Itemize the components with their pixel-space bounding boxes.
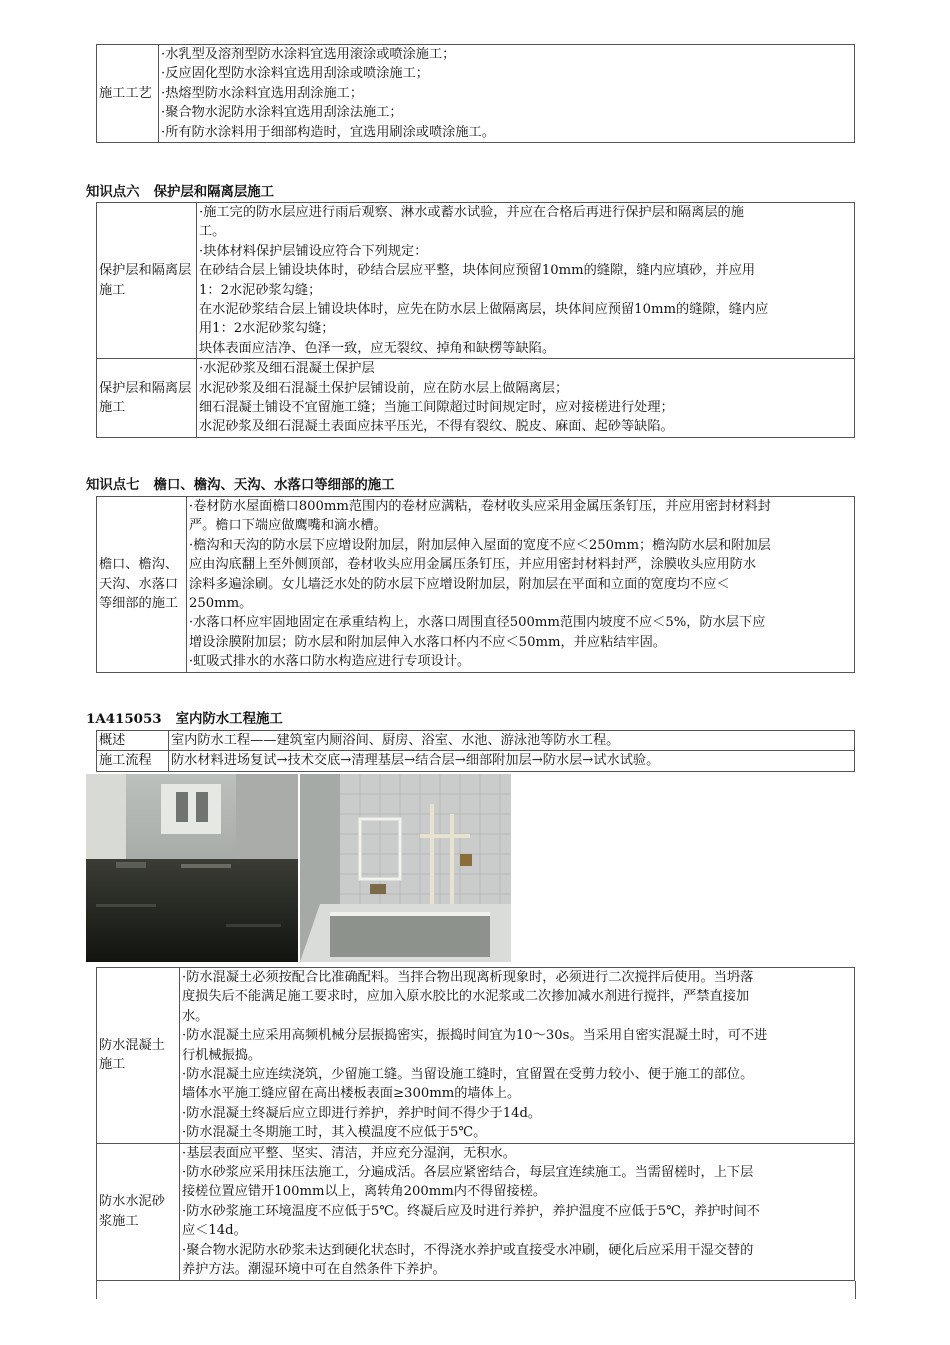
row-content: [197, 203, 855, 359]
text-line: ·所有防水涂料用于细部构造时，宜选用刷涂或喷涂施工。: [161, 124, 495, 140]
row-label: 檐口、檐沟、天沟、水落口等细部的施工: [97, 497, 187, 673]
photo-strip: [86, 774, 511, 962]
text-line: 度损失后不能满足施工要求时，应加入原水胶比的水泥浆或二次掺加减水剂进行搅拌，严禁直接加: [182, 989, 750, 1005]
text-line: ·防水砂浆应采用抹压法施工，分遍成活。各层应紧密结合，每层宜连续施工。当需留槎时，上下层: [182, 1165, 754, 1181]
text-line: 应＜14d。: [182, 1223, 247, 1239]
text-line: 水泥砂浆及细石混凝土表面应抹平压光，不得有裂纹、脱皮、麻面、起砂等缺陷。: [199, 419, 674, 435]
section-code: 知识点六: [86, 184, 140, 200]
text-line: ·水落口杯应牢固地固定在承重结构上，水落口周围直径500mm范围内坡度不应＜5%，防水层下应: [189, 615, 766, 631]
text-line: 用1：2水泥砂浆勾缝；: [199, 321, 335, 337]
text-line: 工。: [199, 224, 226, 240]
section-heading-6: [86, 183, 274, 201]
text-line: ·聚合物水泥防水涂料宜选用刮涂法施工；: [161, 105, 403, 121]
text-line: 在水泥砂浆结合层上铺设块体时，应先在防水层上做隔离层，块体间应预留10mm的缝隙，缝内应: [199, 302, 769, 318]
text-line: 250mm。: [189, 596, 253, 612]
text-line: 接槎位置应错开100mm以上，离转角200mm内不得留接槎。: [182, 1184, 547, 1200]
flow-label: 施工流程: [97, 751, 169, 771]
flooded-room-image: [86, 774, 298, 962]
text-line: ·块体材料保护层铺设应符合下列规定：: [199, 243, 428, 259]
row-label: 防水水泥砂浆施工: [97, 1143, 180, 1280]
overview-text: 室内防水工程——建筑室内厕浴间、厨房、浴室、水池、游泳池等防水工程。: [169, 731, 855, 751]
text-line: ·热熔型防水涂料宜选用刮涂施工；: [161, 85, 364, 101]
row-content: [180, 1143, 855, 1280]
section-title: 檐口、檐沟、天沟、水落口等细部的施工: [153, 477, 395, 493]
table-eaves-details: [96, 496, 855, 673]
text-line: 严。檐口下端应做鹰嘴和滴水槽。: [189, 518, 387, 534]
text-line: 水泥砂浆及细石混凝土保护层铺设前，应在防水层上做隔离层；: [199, 380, 569, 396]
row-label: 保护层和隔离层施工: [97, 203, 197, 359]
text-line: ·施工完的防水层应进行雨后观察、淋水或蓄水试验，并应在合格后再进行保护层和隔离层的施: [199, 205, 744, 220]
overview-label: 概述: [97, 731, 169, 751]
text-line: ·卷材防水屋面檐口800mm范围内的卷材应满粘，卷材收头应采用金属压条钉压，并应用密封材料封: [189, 499, 771, 514]
bathroom-pipes-image: [300, 774, 511, 962]
text-line: 块体表面应洁净、色泽一致，应无裂纹、掉角和缺楞等缺陷。: [199, 340, 556, 356]
section-title: 室内防水工程施工: [175, 711, 283, 727]
section-heading-7: [86, 476, 395, 494]
table-construction-process: [96, 44, 855, 143]
section-code: 1A415053: [86, 711, 162, 727]
section-code: 知识点七: [86, 477, 140, 493]
text-line: 细石混凝土铺设不宜留施工缝；当施工间隙超过时间规定时，应对接槎进行处理；: [199, 400, 674, 416]
text-line: ·聚合物水泥防水砂浆未达到硬化状态时，不得浇水养护或直接受水冲刷，硬化后应采用干湿交替的: [182, 1242, 754, 1258]
text-line: ·虹吸式排水的水落口防水构造应进行专项设计。: [189, 654, 471, 670]
row-content: [180, 968, 855, 1144]
text-line: ·防水混凝土应采用高频机械分层振捣密实，振捣时间宜为10～30s。当采用自密实混凝土时，可不进: [182, 1028, 768, 1044]
photo-bathroom-pipes: [300, 774, 511, 962]
row-label: 防水混凝土施工: [97, 968, 180, 1144]
photo-water-test-flooded-room: [86, 774, 298, 962]
text-line: 1：2水泥砂浆勾缝；: [199, 282, 322, 298]
row-content: [187, 497, 855, 673]
text-line: ·水乳型及溶剂型防水涂料宜选用滚涂或喷涂施工；: [161, 47, 456, 62]
flow-text: 防水材料进场复试→技术交底→清理基层→结合层→细部附加层→防水层→试水试验。: [169, 751, 855, 771]
table-continuation: [96, 1281, 856, 1299]
section-heading-8: [86, 710, 283, 728]
section-title: 保护层和隔离层施工: [153, 184, 275, 200]
table-waterproof-construction: [96, 967, 855, 1281]
table-protective-layer: [96, 202, 855, 438]
text-line: ·檐沟和天沟的防水层下应增设附加层，附加层伸入屋面的宽度不应＜250mm；檐沟防水层和附加层: [189, 537, 771, 553]
text-line: 在砂结合层上铺设块体时，砂结合层应平整，块体间应预留10mm的缝隙，缝内应填砂，并应用: [199, 263, 756, 279]
text-line: ·防水砂浆施工环境温度不应低于5℃。终凝后应及时进行养护，养护温度不应低于5℃，养护时间不: [182, 1203, 760, 1219]
table-indoor-overview: [96, 730, 855, 772]
row-label: 保护层和隔离层施工: [97, 359, 197, 438]
text-line: 行机械振捣。: [182, 1047, 262, 1063]
row-content: [159, 45, 855, 143]
text-line: 增设涂膜附加层；防水层和附加层伸入水落口杯内不应＜50mm，并应粘结牢固。: [189, 634, 666, 650]
text-line: ·基层表面应平整、坚实、清洁，并应充分湿润，无积水。: [182, 1145, 516, 1161]
text-line: ·防水混凝土终凝后应立即进行养护，养护时间不得少于14d。: [182, 1105, 542, 1121]
text-line: 应由沟底翻上至外侧顶部，卷材收头应用金属压条钉压，并应用密封材料封严，涂膜收头应用防水: [189, 557, 757, 573]
text-line: ·反应固化型防水涂料宜选用刮涂或喷涂施工；: [161, 66, 429, 82]
row-label: 施工工艺: [97, 45, 159, 143]
text-line: 水。: [182, 1008, 209, 1024]
text-line: ·水泥砂浆及细石混凝土保护层: [199, 361, 375, 377]
row-content: [197, 359, 855, 438]
text-line: 墙体水平施工缝应留在高出楼板表面≥300mm的墙体上。: [182, 1086, 521, 1102]
text-line: ·防水混凝土应连续浇筑，少留施工缝。当留设施工缝时，宜留置在受剪力较小、便于施工的部位。: [182, 1067, 754, 1083]
text-line: ·防水混凝土必须按配合比准确配料。当拌合物出现离析现象时，必须进行二次搅拌后使用。当坍落: [182, 970, 754, 985]
text-line: 养护方法。潮湿环境中可在自然条件下养护。: [182, 1262, 446, 1278]
text-line: 涂料多遍涂刷。女儿墙泛水处的防水层下应增设附加层，附加层在平面和立面的宽度均不应＜: [189, 576, 730, 592]
text-line: ·防水混凝土冬期施工时，其入模温度不应低于5℃。: [182, 1125, 487, 1141]
